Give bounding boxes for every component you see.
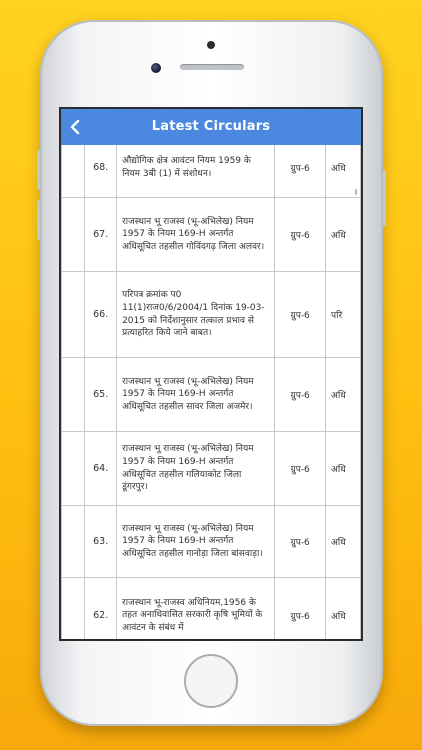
circular-number: 65. [85,358,117,432]
horizontal-scroll-indicator [355,189,357,195]
row-spacer-cell [62,432,85,506]
table-row[interactable] [62,358,361,432]
table-row[interactable] [62,432,361,506]
circulars-table [61,145,361,639]
circular-number: 62. [85,578,117,640]
circular-group: ग्रुप-6 [275,198,326,272]
circular-group: ग्रुप-6 [275,272,326,358]
power-button [383,170,386,226]
volume-button [37,200,40,240]
table-row[interactable] [62,272,361,358]
sensor-dot [207,41,215,49]
circular-subject: राजस्थान भू राजस्व (भू-अभिलेख) नियम 1957 के नियम 169-H अन्तर्गत अधिसूचित तहसील गानोड़ा जिला बांसवाड़ा। [117,506,275,578]
circular-type: अधि [326,506,361,578]
circular-subject: राजस्थान भू राजस्व (भू-अभिलेख) नियम 1957 के नियम 169-H अन्तर्गत अधिसूचित तहसील गलियाकोट जिला डूंगरपुर। [117,432,275,506]
home-button[interactable] [184,654,238,708]
circular-group: ग्रुप-6 [275,145,326,198]
front-camera [151,63,161,73]
circular-subject: परिपत्र क्रमांक प0 11(1)राज0/6/2004/1 दिनांक 19-03-2015 को निर्देशानुसार तत्काल प्रभाव से प्रत्याहरित किये जाने बाबत। [117,272,275,358]
circular-number: 63. [85,506,117,578]
table-row[interactable] [62,578,361,640]
circular-subject: राजस्थान भू राजस्व (भू-अभिलेख) नियम 1957 के नियम 169-H अन्तर्गत अधिसूचित तहसील गोविंदगढ़ जिला अलवर। [117,198,275,272]
app-screen [61,109,361,639]
circular-type: अधि [326,145,361,198]
row-spacer-cell [62,578,85,640]
circular-type: परि [326,272,361,358]
circular-type: अधि [326,578,361,640]
table-row[interactable] [62,198,361,272]
volume-button [37,150,40,190]
circular-group: ग्रुप-6 [275,578,326,640]
circular-subject: राजस्थान भू-राजस्व अधिनियम,1956 के तहत अनाधिवासित सरकारी कृषि भूमियों के आवंटन के संबंध में [117,578,275,640]
circular-number: 64. [85,432,117,506]
navigation-bar [61,109,361,145]
circular-subject: राजस्थान भू राजस्व (भू-अभिलेख) नियम 1957 के नियम 169-H अन्तर्गत अधिसूचित तहसील सावर जिला अजमेर। [117,358,275,432]
table-row[interactable] [62,145,361,198]
row-spacer-cell [62,198,85,272]
row-spacer-cell [62,506,85,578]
circular-subject: औद्योगिक क्षेत्र आवंटन नियम 1959 के नियम 3बी (1) में संशोधन। [117,145,275,198]
earpiece-speaker [180,64,244,70]
circular-number: 68. [85,145,117,198]
row-spacer-cell [62,272,85,358]
circular-type: अधि [326,358,361,432]
circulars-table-container[interactable] [61,145,361,639]
row-spacer-cell [62,358,85,432]
row-spacer-cell [62,145,85,198]
circular-type: अधि [326,432,361,506]
page-title: Latest Circulars [151,119,271,134]
circular-type: अधि [326,198,361,272]
circular-group: ग्रुप-6 [275,432,326,506]
circular-group: ग्रुप-6 [275,358,326,432]
circular-group: ग्रुप-6 [275,506,326,578]
circular-number: 67. [85,198,117,272]
circular-number: 66. [85,272,117,358]
table-row[interactable] [62,506,361,578]
